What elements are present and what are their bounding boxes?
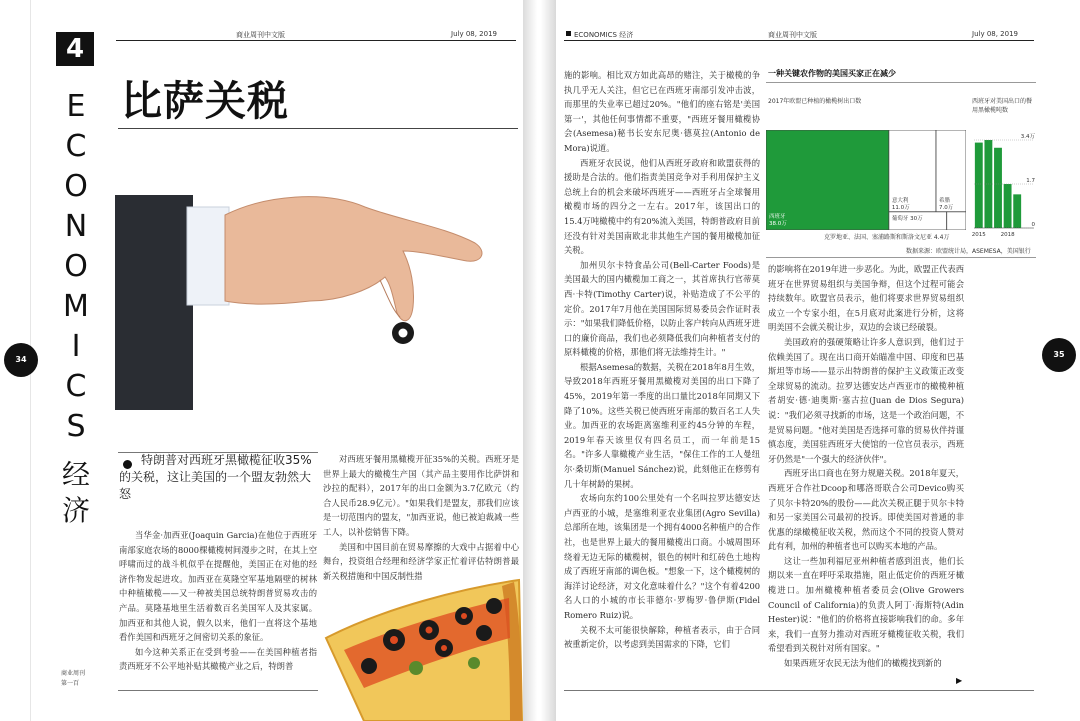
section-letter: C <box>65 369 87 404</box>
header-rule <box>564 40 1034 41</box>
bar <box>1013 194 1021 228</box>
page-number-left: 34 <box>4 343 38 377</box>
body-paragraph: 的影响将在2019年进一步恶化。为此，欧盟正代表西班牙在世界贸易组织与美国争辩，但这个过程可能会持续数年。欧盟官员表示，他们将要求世界贸易组织成立一个专家小组，在5月底对此案进行分析，这将明美国不会就关税让步，双边的会谈已经破裂。 <box>768 264 964 333</box>
hand-holding-olive-illustration <box>115 185 520 415</box>
treemap-label: 希腊 <box>939 197 951 204</box>
chart-bottom-rule <box>766 257 1036 258</box>
bar <box>1004 184 1012 228</box>
treemap-footnote: 克罗地亚、法国、塞浦路斯和斯洛文尼亚 4.4万 <box>824 234 950 241</box>
treemap-label: 11.0万 <box>891 204 910 211</box>
section-letter: I <box>71 329 81 364</box>
body-paragraph: 这让一些加利福尼亚州种植者感到沮丧，他们长期以来一直在呼吁采取措施，阻止低定价的西班牙橄榄进口。加州橄榄种植者委员会(Olive Growers Council of California)的负责人阿丁·海斯特(Adin Hester)说："他们的价格将直接影响我们的命。多年来，我们一直努力推动对西班牙橄榄征收关税，我们希望看到关税针对所有国家。" <box>768 555 964 654</box>
treemap-label: 38.0万 <box>769 221 787 227</box>
treemap-label: 7.0万 <box>939 204 954 211</box>
footer-rule <box>564 690 1034 691</box>
left-page <box>30 0 523 721</box>
body-paragraph: 如果西班牙农民无法为他们的橄榄找到新的 <box>784 658 942 669</box>
section-letter: O <box>64 249 88 284</box>
bar <box>994 148 1002 228</box>
left-column-1 <box>119 528 317 693</box>
section-letter: C <box>65 129 87 164</box>
right-column-2 <box>768 262 964 690</box>
pizza-slice-illustration <box>324 578 523 721</box>
header-date: July 08, 2019 <box>451 30 497 38</box>
section-letter: S <box>66 409 86 444</box>
section-cn-char: 经 <box>61 458 90 491</box>
body-paragraph: 当华金·加西亚(Joaquin Garcia)在他位于西班牙南部家庭农场的8000棵橄榄树间漫步之时，在其上空呼啸而过的战斗机似乎在提醒他，美国正在对他的经济作物发起进攻。加西亚在莫隆空军基地隔壁的树林中种植橄榄——又一种被美国总统特朗普贸易攻击的产品。莫隆基地里生活着数百名美国军人及其家属。加西亚和其他人说，假久以来，他们一直将这个基地看作美国和西班牙之间密切关系的象征。 <box>119 530 317 643</box>
bar-chart <box>970 126 1036 246</box>
body-paragraph: 加州贝尔卡特食品公司(Bell-Carter Foods)是美国最大的国内橄榄加工商之一，其首席执行官蒂莫西·卡特(Timothy Carter)说，补贴造成了不公平的定价。2017年7月他在美国国际贸易委员会作证时表示："如果我们降低价格，以防止客户转向从西班牙进口的廉价商品，我们也必须降低我们向种植者支付的原料橄榄的价格，那他们将无法维持生计。" <box>564 259 760 358</box>
chart-title-rule <box>766 82 1036 83</box>
section-number: 4 <box>56 32 94 66</box>
section-letter: E <box>66 89 86 124</box>
body-paragraph: 美国政府的强硬策略让许多人意识到，他们过于依赖美国了。现在出口商开始瞄准中国、印度和巴基斯坦等市场——显示出特朗普的保护主义政策正改变全球贸易的流动。拉罗达德安达卢西亚市的橄榄种植者胡安·德·迪奥斯·塞古拉(Juan de Dios Segura)说："我们必须寻找新的市场，这是一个政治问题，不是贸易问题。"他对美国是否选择可靠的贸易伙伴持谨慎态度，美国驻西班牙大使馆的一位官员表示，西班牙仍然是"一个强大的经济伙伴"。 <box>768 336 964 464</box>
treemap-label: 葡萄牙 30万 <box>891 216 923 222</box>
body-paragraph: 农场向东约100公里处有一个名叫拉罗达德安达卢西亚的小城，是塞维利亚农业集团(Agro Sevilla)总部所在地，该集团是一个拥有4000名种植户的合作社，也是世界上最大的餐用橄榄出口商。小城周围环绕着无边无际的橄榄树，银色的树叶和红砖色土地构成了西班牙南部的调色板。"想象一下，这个橄榄树的海洋讨论经济，对文化意味着什么？"这个有着4200名人口的小城的市长菲德尔·罗梅罗·鲁伊斯(Fidel Romero Ruiz)说。 <box>564 493 760 620</box>
left-column-2 <box>323 452 519 592</box>
body-paragraph: 美国和中国目前在贸易摩擦的大戏中占据着中心舞台，投资组合经理和经济学家正忙着评估特朗普最新关税措施和中国反制性措 <box>323 541 519 581</box>
treemap-label: 意大利 <box>891 197 909 204</box>
footer-logo-line1: 商业周刊 <box>61 670 86 677</box>
article-title: 比萨关税 <box>121 77 289 125</box>
x-tick-label: 2015 <box>971 232 986 238</box>
body-paragraph: 西班牙出口商也在努力规避关税。2018年夏天，西班牙合作社Dcoop和哪洛哥联合公司Devico购买了贝尔卡特20%的股份——此次关税正腿于贝尔卡特和另一家美国公司最初的投诉。即使美国对普通的非优惠的绿橄榄征收关税，然而这个不同的投资人赞对此有利，加州的种植者也可以购买本地的产品。 <box>768 468 964 552</box>
treemap-label: 西班牙 <box>769 214 786 220</box>
chart-panel <box>766 66 1036 258</box>
body-paragraph: 西班牙农民说，他们从西班牙政府和欧盟获得的援助是合法的。他们指责美国竞争对手利用保护主义总统上台的机会来破坏西班牙——西班牙占全球餐用橄榄市场的四分之一左右。2017年，该国出口的15.4万吨橄榄中约有20%流入美国，特朗普政府目前还没有针对美国南欧北非其他生产国的餐用橄榄加征关税。 <box>564 157 760 256</box>
header-publication: 商业周刊中文版 <box>768 31 817 39</box>
footer-logo-line2: 第一百 <box>61 680 80 687</box>
header-date: July 08, 2019 <box>972 30 1018 38</box>
section-letter: M <box>63 289 89 324</box>
continue-arrow-icon: ▶ <box>956 676 963 685</box>
bar-chart-subtitle: 西班牙对美国出口的餐用黑橄榄吨数 <box>972 98 1033 114</box>
header-rule <box>116 40 516 41</box>
book-spine <box>522 0 556 721</box>
section-letter: N <box>64 209 88 244</box>
body-paragraph: 根据Asemesa的数据，关税在2018年8月生效，导致2018年西班牙餐用黑橄榄对美国的出口下降了45%，2019年第一季度的出口量比2018年同期又下降了10%。这些关税已使西班牙南部的数百名工人失业。加西亚的农场距离塞维利亚约45分钟的车程，2019年春天该里仅有四名员工，而一年前是15名。"许多人靠橄榄产业生活，"保住工作的工人曼纽尔·桑切斯(Manuel Sánchez)说，此刻他正在修剪有几十年树龄的果树。 <box>564 361 760 489</box>
article-subhead: 特朗普对西班牙黑橄榄征收35%的关税，这让美国的一个盟友勃然大怒 <box>119 453 312 501</box>
header-publication: 商业周刊中文版 <box>236 31 285 39</box>
body-paragraph: 关税不太可能很快解除，种植者表示，由于合同被重新定价，以考虑到美国需求的下降，它们 <box>564 624 760 650</box>
right-column-1 <box>564 68 760 690</box>
treemap-chart <box>766 130 966 230</box>
page-number-right: 35 <box>1042 338 1076 372</box>
body-paragraph: 施的影响。相比双方如此高昂的赌注，关于橄榄的争执几乎无人关注，但它已在西班牙南部引发冲击波，而那里的失业率已超过20%。"他们的座右铭是'美国第一'，其他任何事情都不重要，"西班牙餐用橄榄协会(Asemesa)秘书长安东尼奥·德莫拉(Antonio de Mora)说道。 <box>564 70 760 153</box>
section-square-icon <box>566 31 571 36</box>
x-tick-label: 2018 <box>1000 232 1015 238</box>
footer-rule <box>118 690 318 691</box>
treemap-cell <box>947 212 966 230</box>
treemap-subtitle: 2017年欧盟已种植的橄榄树出口数 <box>768 98 862 105</box>
bar <box>975 143 983 228</box>
section-letter: O <box>64 169 88 204</box>
section-cn-char: 济 <box>61 494 90 527</box>
y-tick-label: 0 <box>1031 222 1035 228</box>
body-paragraph: 对西班牙餐用黑橄榄开征35%的关税。西班牙是世界上最大的橄榄生产国（其产品主要用作比萨饼和沙拉的配料），2017年的出口金额为3.7亿欧元（约合人民币28.9亿元）。"如果我们是盟友，那我们应该是一切范围内的盟友，"加西亚说，他已被迫裁减一些工人，以补偿销售下降。 <box>323 454 519 537</box>
y-tick-label: 1.7 <box>1026 178 1035 184</box>
chart-source: 数据来源：欧盟统计局，ASEMESA，美国银行 <box>906 248 1031 255</box>
title-rule <box>118 128 518 129</box>
y-tick-label: 3.4万 <box>1020 134 1035 140</box>
chart-title: 一种关键农作物的美国买家正在减少 <box>768 69 896 78</box>
body-paragraph: 如今这种关系正在受到考验——在美国种植者指责西班牙不公平地补贴其橄榄产业之后，特朗普 <box>119 646 317 672</box>
right-page <box>556 0 1050 721</box>
header-section: ECONOMICS 经济 <box>574 31 634 39</box>
